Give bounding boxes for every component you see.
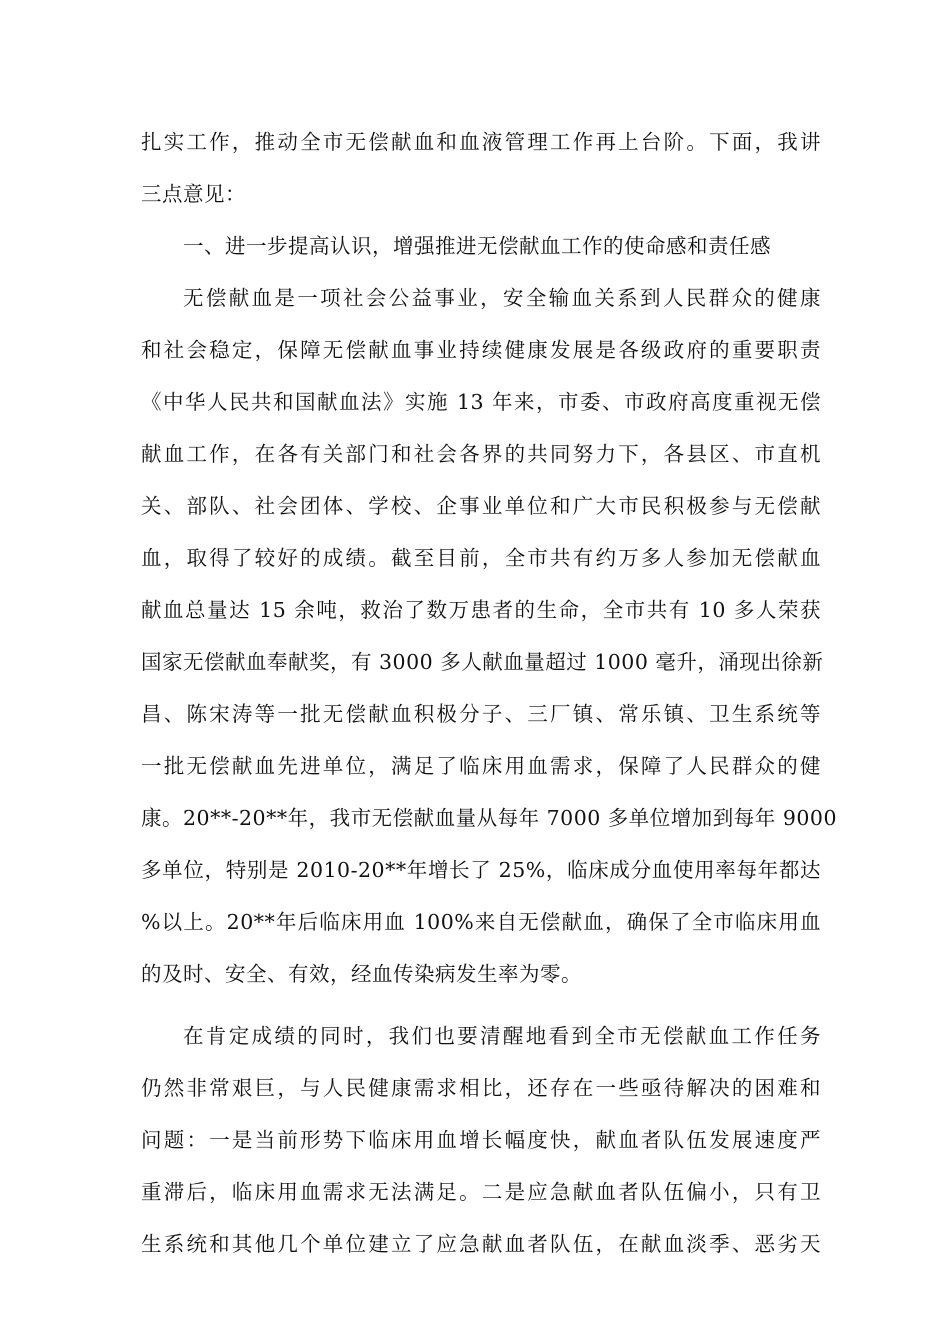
text-line: 一批无偿献血先进单位，满足了临床用血需求，保障了人民群众的健 — [141, 754, 821, 778]
text-line: 血，取得了较好的成绩。截至目前，全市共有约万多人参加无偿献血 — [141, 546, 821, 570]
document-body — [141, 116, 837, 1270]
text-line: 和社会稳定，保障无偿献血事业持续健康发展是各级政府的重要职责 — [141, 338, 821, 362]
text-line: 重滞后，临床用血需求无法满足。二是应急献血者队伍偏小，只有卫 — [141, 1180, 821, 1204]
text-line: 献血工作，在各有关部门和社会各界的共同努力下，各县区、市直机 — [141, 442, 821, 466]
text-line: 康。20**-20**年，我市无偿献血量从每年 7000 多单位增加到每年 9000 — [141, 806, 837, 830]
text-line: 国家无偿献血奉献奖，有 3000 多人献血量超过 1000 毫升，涌现出徐新 — [141, 650, 824, 674]
paragraph-gap — [141, 1000, 821, 1010]
text-line: 问题：一是当前形势下临床用血增长幅度快，献血者队伍发展速度严 — [141, 1128, 821, 1152]
text-line: 生系统和其他几个单位建立了应急献血者队伍，在献血淡季、恶劣天 — [141, 1232, 821, 1256]
text-line: 关、部队、社会团体、学校、企事业单位和广大市民积极参与无偿献 — [141, 494, 821, 518]
text-line: 多单位，特别是 2010-20**年增长了 25%，临床成分血使用率每年都达 — [141, 858, 821, 882]
text-line: 扎实工作，推动全市无偿献血和血液管理工作再上台阶。下面，我讲 — [141, 130, 821, 154]
text-line: 昌、陈宋涛等一批无偿献血积极分子、三厂镇、常乐镇、卫生系统等 — [141, 702, 821, 726]
text-line: %以上。20**年后临床用血 100%来自无偿献血，确保了全市临床用血 — [141, 910, 821, 934]
text-line: 《中华人民共和国献血法》实施 13 年来，市委、市政府高度重视无偿 — [141, 390, 821, 414]
text-line: 仍然非常艰巨，与人民健康需求相比，还存在一些亟待解决的困难和 — [141, 1076, 821, 1100]
section-heading: 一、进一步提高认识，增强推进无偿献血工作的使命感和责任感 — [183, 234, 771, 258]
text-line: 在肯定成绩的同时，我们也要清醒地看到全市无偿献血工作任务 — [183, 1024, 821, 1048]
text-line: 三点意见： — [141, 182, 246, 206]
text-line: 献血总量达 15 余吨，救治了数万患者的生命，全市共有 10 多人荣获 — [141, 598, 821, 622]
text-line: 的及时、安全、有效，经血传染病发生率为零。 — [141, 962, 582, 986]
text-line: 无偿献血是一项社会公益事业，安全输血关系到人民群众的健康 — [183, 286, 821, 310]
